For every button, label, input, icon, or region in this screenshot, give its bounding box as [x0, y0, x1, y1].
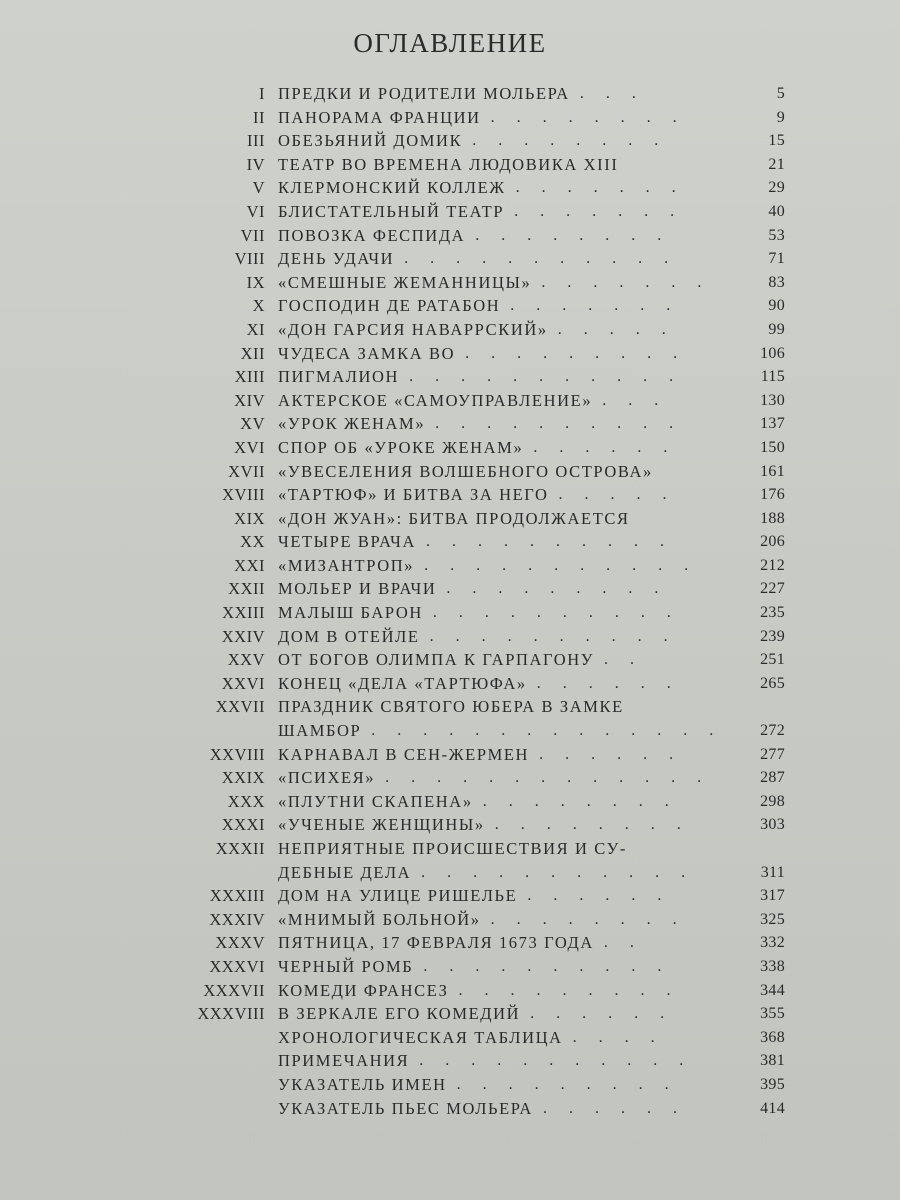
chapter-number: XV [240, 414, 265, 434]
toc-entry [0, 342, 900, 366]
toc-entry [0, 318, 900, 342]
chapter-number: X [252, 296, 265, 316]
chapter-number: XXXIV [209, 909, 265, 929]
toc-entry [0, 695, 900, 719]
chapter-number: XXXI [221, 815, 265, 835]
page-number: 83 [768, 273, 785, 291]
chapter-number: XXXIII [209, 886, 265, 906]
leader-dots: . . . [579, 85, 645, 102]
leader-dots: . . . . . . . . . [458, 981, 680, 999]
leader-dots: . . [604, 651, 644, 669]
leader-dots: . . . . . . . . . . [423, 957, 671, 975]
toc-entry [0, 436, 900, 460]
chapter-number: XXXVII [203, 980, 265, 1000]
toc-entry [0, 790, 900, 814]
chapter-number: XXVIII [209, 744, 265, 764]
chapter-title: ПЯТНИЦА, 17 ФЕВРАЛЯ 1673 ГОДА [278, 933, 594, 953]
leader-dots: . . . [602, 391, 668, 409]
chapter-number: XIV [234, 390, 265, 410]
page-number: 206 [760, 533, 785, 551]
toc-entry [0, 389, 900, 413]
page-number: 227 [760, 580, 785, 598]
page-number: 332 [760, 934, 785, 952]
page-number: 40 [768, 202, 785, 220]
chapter-title: ЧЕТЫРЕ ВРАЧА [278, 532, 416, 552]
chapter-number: XXI [234, 555, 265, 575]
toc-entry [0, 129, 900, 153]
chapter-title: В ЗЕРКАЛЕ ЕГО КОМЕДИЙ [278, 1004, 521, 1024]
leader-dots: . . . . . . . [541, 273, 711, 291]
chapter-title: «ПСИХЕЯ» [278, 768, 376, 788]
leader-dots: . . . . . . . . [490, 910, 686, 928]
page-number: 130 [760, 391, 785, 409]
page-number: 71 [768, 250, 785, 268]
toc-entry [0, 460, 900, 484]
chapter-title: ЧУДЕСА ЗАМКА ВО [278, 343, 456, 363]
page-number: 272 [760, 722, 785, 740]
leader-dots: . . . . . . . . . . [432, 604, 680, 622]
leader-dots: . . . . . . . . . . . [419, 1052, 693, 1070]
toc-entry [0, 931, 900, 955]
chapter-title: ОБЕЗЬЯНИЙ ДОМИК [278, 131, 463, 151]
chapter-title: КОНЕЦ «ДЕЛА «ТАРТЮФА» [278, 673, 527, 693]
chapter-title: «ТАРТЮФ» И БИТВА ЗА НЕГО [278, 485, 549, 505]
leader-dots: . . . . . . [530, 1005, 674, 1023]
leader-dots: . . . . . . [536, 674, 680, 692]
leader-dots: . . . . [572, 1028, 664, 1046]
leader-dots: . . . . . [557, 320, 675, 338]
chapter-title: «УВЕСЕЛЕНИЯ ВОЛШЕБНОГО ОСТРОВА» [278, 461, 653, 481]
leader-dots: . . . . . . [539, 745, 683, 763]
page-number: 99 [768, 320, 785, 338]
page-number: 188 [760, 509, 785, 527]
chapter-number: XXV [227, 650, 265, 670]
chapter-number: XXXII [215, 839, 265, 858]
chapter-title: «ДОН ГАРСИЯ НАВАРРСКИЙ» [278, 319, 548, 339]
chapter-number: XXXVIII [197, 1004, 265, 1024]
page-number: 5 [776, 85, 785, 102]
chapter-title: УКАЗАТЕЛЬ ПЬЕС МОЛЬЕРА [278, 1098, 533, 1118]
toc-entry [0, 82, 900, 106]
chapter-title: СПОР ОБ «УРОКЕ ЖЕНАМ» [278, 437, 524, 457]
chapter-number: XXX [227, 791, 265, 811]
toc-entry [0, 601, 900, 625]
leader-dots: . . . . . . . . . . [435, 415, 683, 433]
page-number: 303 [760, 816, 785, 834]
toc-entry [0, 1097, 900, 1121]
chapter-number: XVIII [222, 485, 265, 505]
chapter-title: «СМЕШНЫЕ ЖЕМАННИЦЫ» [278, 272, 532, 292]
page-number: 176 [760, 486, 785, 504]
page-number: 150 [760, 438, 785, 456]
leader-dots: . . . . . . . . . . . [424, 556, 698, 574]
chapter-title: КОМЕДИ ФРАНСЕЗ [278, 980, 449, 1000]
chapter-number: XVI [234, 437, 265, 457]
page-number: 15 [768, 132, 785, 150]
leader-dots: . . . . . . . . . . . . . . [371, 722, 723, 740]
chapter-number: IV [246, 154, 265, 174]
page-number: 212 [760, 556, 785, 574]
toc-entry [0, 271, 900, 295]
chapter-title: ДЕБНЫЕ ДЕЛА [278, 862, 412, 882]
leader-dots: . . . . . . [533, 438, 677, 456]
toc-entry [0, 224, 900, 248]
chapter-title: ХРОНОЛОГИЧЕСКАЯ ТАБЛИЦА [278, 1027, 563, 1047]
chapter-number: XII [240, 343, 265, 363]
chapter-title: КАРНАВАЛ В СЕН-ЖЕРМЕН [278, 744, 530, 764]
chapter-number: XX [240, 532, 265, 552]
chapter-title: ПИГМАЛИОН [278, 367, 400, 387]
leader-dots: . . . . . . . . [475, 226, 671, 244]
leader-dots: . . . . . . . . . . . [421, 863, 695, 881]
page-number: 115 [760, 368, 785, 386]
toc-entry [0, 577, 900, 601]
toc-entry [0, 153, 900, 177]
chapter-title: ГОСПОДИН ДЕ РАТАБОН [278, 296, 501, 316]
chapter-title: ПРИМЕЧАНИЯ [278, 1051, 410, 1071]
leader-dots: . . . . . . . . . . . [404, 250, 678, 268]
chapter-number: XXXV [215, 933, 265, 953]
page-number: 235 [760, 604, 785, 622]
chapter-number: V [252, 178, 265, 198]
toc-entry [0, 176, 900, 200]
chapter-title: ПАНОРАМА ФРАНЦИИ [278, 107, 481, 127]
toc-entry [0, 1026, 900, 1050]
chapter-number: III [247, 131, 265, 151]
page-number: 287 [760, 769, 785, 787]
page-number: 161 [760, 462, 785, 480]
toc-entry [0, 861, 900, 885]
chapter-title: ОТ БОГОВ ОЛИМПА К ГАРПАГОНУ [278, 650, 595, 670]
chapter-number: XXXVI [209, 956, 265, 976]
page-number: 311 [760, 863, 785, 881]
toc-entry [0, 1049, 900, 1073]
toc-entry [0, 412, 900, 436]
chapter-number: XXIII [222, 603, 265, 623]
toc-entry [0, 837, 900, 861]
leader-dots: . . . . . . . . . . [425, 533, 673, 551]
leader-dots: . . . . . . . [514, 202, 684, 220]
page-number: 298 [760, 792, 785, 810]
chapter-number: VI [246, 201, 265, 221]
page-number: 338 [760, 957, 785, 975]
toc-entry [0, 719, 900, 743]
chapter-number: VII [240, 225, 265, 245]
chapter-title: ДОМ НА УЛИЦЕ РИШЕЛЬЕ [278, 886, 518, 906]
page-number: 137 [760, 415, 785, 433]
toc-entry [0, 625, 900, 649]
chapter-number: IX [246, 272, 265, 292]
page-number: 53 [768, 226, 785, 244]
page-number: 368 [760, 1028, 785, 1046]
leader-dots: . . . . . . . . [490, 108, 686, 126]
leader-dots: . . . . . . . . . [446, 580, 668, 598]
chapter-title: ТЕАТР ВО ВРЕМЕНА ЛЮДОВИКА XIII [278, 154, 619, 174]
chapter-number: XI [246, 319, 265, 339]
leader-dots: . . . . . . . . . . [429, 627, 677, 645]
chapter-number: XXVI [221, 673, 265, 693]
chapter-title: ПРАЗДНИК СВЯТОГО ЮБЕРА В ЗАМКЕ [278, 697, 624, 717]
leader-dots: . . . . . . . . . . . [409, 368, 683, 386]
leader-dots: . . . . . . . . . . . . . [385, 769, 711, 787]
toc-entry [0, 648, 900, 672]
toc-entry [0, 507, 900, 531]
leader-dots: . . . . . . . . [472, 132, 668, 150]
page-number: 277 [760, 745, 785, 763]
chapter-number: XXIX [221, 768, 265, 788]
chapter-number: XXVII [215, 697, 265, 717]
chapter-title: ШАМБОР [278, 721, 362, 741]
toc-entry [0, 813, 900, 837]
leader-dots: . . . . . . [527, 887, 671, 905]
page-number: 29 [768, 179, 785, 197]
chapter-number: XIX [234, 508, 265, 528]
leader-dots: . . . . . . [542, 1099, 686, 1117]
toc-entry [0, 247, 900, 271]
leader-dots: . . . . . . . . [482, 792, 678, 810]
toc-entry [0, 530, 900, 554]
leader-dots: . . . . . . . . [494, 816, 690, 834]
chapter-title: ПРЕДКИ И РОДИТЕЛИ МОЛЬЕРА [278, 84, 570, 103]
chapter-title: «УЧЕНЫЕ ЖЕНЩИНЫ» [278, 815, 485, 835]
toc-entry [0, 766, 900, 790]
page-number: 414 [760, 1099, 785, 1117]
page-number: 239 [760, 627, 785, 645]
chapter-title: ПОВОЗКА ФЕСПИДА [278, 225, 466, 245]
toc-entry [0, 743, 900, 767]
toc-entry [0, 908, 900, 932]
toc-entry [0, 955, 900, 979]
chapter-title: БЛИСТАТЕЛЬНЫЙ ТЕАТР [278, 201, 505, 221]
chapter-title: АКТЕРСКОЕ «САМОУПРАВЛЕНИЕ» [278, 390, 593, 410]
leader-dots: . . . . . . . [515, 179, 685, 197]
page-number: 251 [760, 651, 785, 669]
chapter-title: ЧЕРНЫЙ РОМБ [278, 956, 414, 976]
leader-dots: . . [603, 934, 643, 952]
chapter-title: «ПЛУТНИ СКАПЕНА» [278, 791, 473, 811]
chapter-number: VIII [234, 249, 265, 269]
leader-dots: . . . . . [558, 486, 676, 504]
chapter-title: МОЛЬЕР И ВРАЧИ [278, 579, 437, 599]
toc-entry [0, 106, 900, 130]
chapter-number: XXII [228, 579, 265, 599]
toc-entry [0, 979, 900, 1003]
toc-entry [0, 554, 900, 578]
toc-entry [0, 1073, 900, 1097]
chapter-title: ДОМ В ОТЕЙЛЕ [278, 626, 420, 646]
page-number: 317 [760, 887, 785, 905]
chapter-title: УКАЗАТЕЛЬ ИМЕН [278, 1074, 447, 1094]
leader-dots: . . . . . . . [510, 297, 680, 315]
chapter-title: ДЕНЬ УДАЧИ [278, 249, 395, 269]
chapter-number: XXIV [221, 626, 265, 646]
table-of-contents [0, 82, 900, 1120]
toc-entry [0, 365, 900, 389]
page-number: 381 [760, 1052, 785, 1070]
chapter-title: МАЛЫШ БАРОН [278, 603, 423, 623]
chapter-title: «МИЗАНТРОП» [278, 555, 415, 575]
toc-entry [0, 1002, 900, 1026]
page-number: 21 [768, 155, 785, 173]
toc-entry [0, 672, 900, 696]
chapter-title: НЕПРИЯТНЫЕ ПРОИСШЕСТВИЯ И СУ- [278, 839, 627, 858]
toc-entry [0, 884, 900, 908]
page-number: 9 [776, 108, 785, 126]
toc-entry [0, 294, 900, 318]
chapter-number: II [253, 107, 265, 127]
chapter-title: «МНИМЫЙ БОЛЬНОЙ» [278, 909, 481, 929]
leader-dots: . . . . . . . . . [465, 344, 687, 362]
toc-entry [0, 200, 900, 224]
chapter-title: КЛЕРМОНСКИЙ КОЛЛЕЖ [278, 178, 506, 198]
leader-dots: . . . . . . . . . [456, 1075, 678, 1093]
chapter-number: XVII [228, 461, 265, 481]
page-number: 325 [760, 910, 785, 928]
chapter-title: «ДОН ЖУАН»: БИТВА ПРОДОЛЖАЕТСЯ [278, 508, 630, 528]
page-title: ОГЛАВЛЕНИЕ [353, 28, 547, 58]
chapter-title: «УРОК ЖЕНАМ» [278, 414, 426, 434]
page-number: 355 [760, 1005, 785, 1023]
page-number: 265 [760, 674, 785, 692]
toc-entry [0, 483, 900, 507]
page-number: 395 [760, 1075, 785, 1093]
page-number: 106 [760, 344, 785, 362]
page-number: 90 [768, 297, 785, 315]
chapter-number: I [259, 84, 265, 103]
chapter-number: XIII [234, 367, 265, 387]
page-number: 344 [760, 981, 785, 999]
